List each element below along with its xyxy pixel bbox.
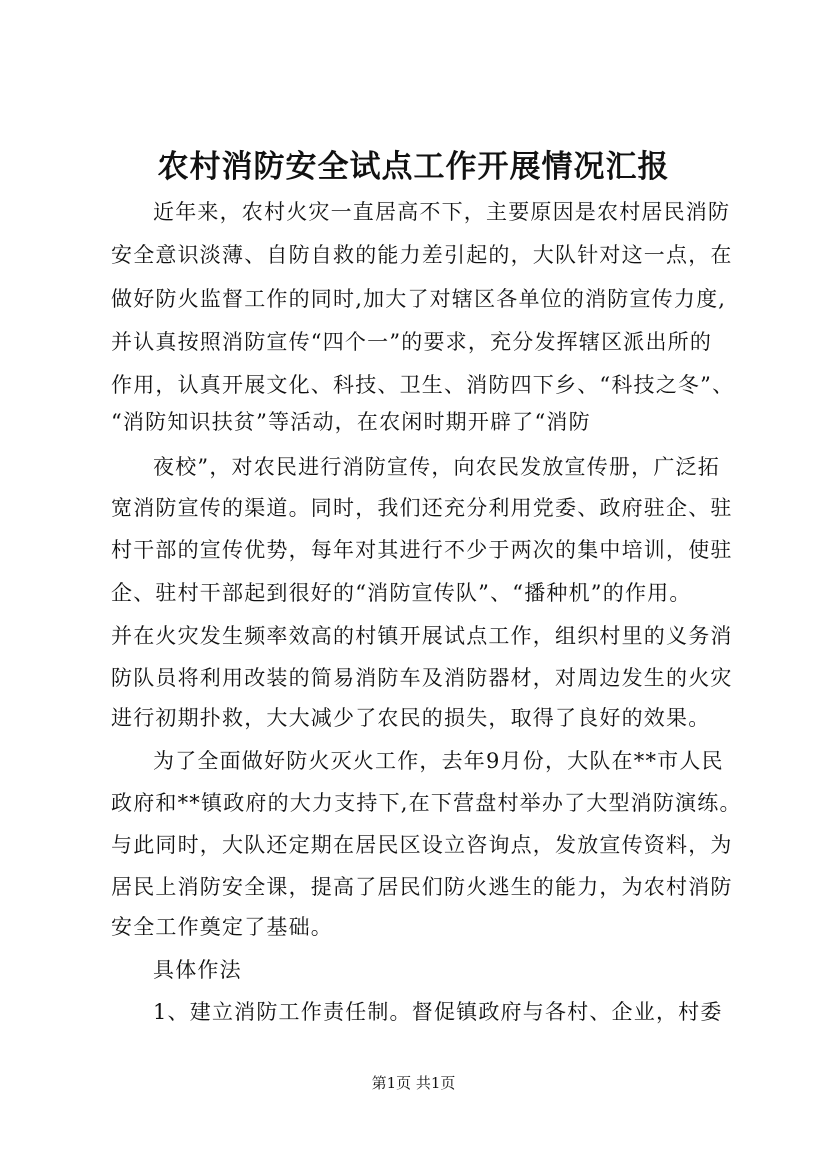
page-number: 第1页 共1页: [371, 1074, 456, 1092]
body-line: 防队员将利用改装的简易消防车及消防器材，对周边发生的火灾: [111, 666, 733, 690]
body-line: 政府和**镇政府的大力支持下,在下营盘村举办了大型消防演练。: [111, 791, 742, 815]
body-line: “消防知识扶贫”等活动，在农闲时期开辟了“消防: [111, 410, 591, 434]
body-line: 1、建立消防工作责任制。督促镇政府与各村、企业，村委: [153, 1000, 723, 1024]
document-title: 农村消防安全试点工作开展情况汇报: [157, 149, 670, 185]
body-line: 为了全面做好防火灭火工作，去年9月份，大队在**市人民: [153, 749, 724, 773]
body-line: 安全工作奠定了基础。: [111, 915, 333, 939]
body-line: 安全意识淡薄、自防自救的能力差引起的，大队针对这一点，在: [111, 243, 733, 267]
body-line: 居民上消防安全课，提高了居民们防火逃生的能力，为农村消防: [111, 875, 733, 899]
body-line: 并在火灾发生频率效高的村镇开展试点工作，组织村里的义务消: [111, 624, 733, 648]
body-line: 近年来，农村火灾一直居高不下，主要原因是农村居民消防: [153, 200, 731, 224]
body-line: 做好防火监督工作的同时,加大了对辖区各单位的消防宣传力度,: [111, 287, 727, 311]
section-heading: 具体作法: [153, 958, 242, 982]
body-line: 作用，认真开展文化、科技、卫生、消防四下乡、“科技之冬”、: [111, 373, 735, 397]
body-line: 宽消防宣传的渠道。同时，我们还充分利用党委、政府驻企、驻: [111, 496, 733, 520]
body-line: 进行初期扑救，大大减少了农民的损失，取得了良好的效果。: [111, 706, 711, 730]
body-line: 与此同时，大队还定期在居民区设立咨询点，发放宣传资料，为: [111, 833, 733, 857]
body-line: 夜校”，对农民进行消防宣传，向农民发放宣传册，广泛拓: [153, 455, 720, 479]
body-line: 企、驻村干部起到很好的“消防宣传队”、“播种机”的作用。: [111, 581, 692, 605]
body-line: 村干部的宣传优势，每年对其进行不少于两次的集中培训，使驻: [111, 538, 733, 562]
body-line: 并认真按照消防宣传“四个一”的要求，充分发挥辖区派出所的: [111, 330, 713, 354]
